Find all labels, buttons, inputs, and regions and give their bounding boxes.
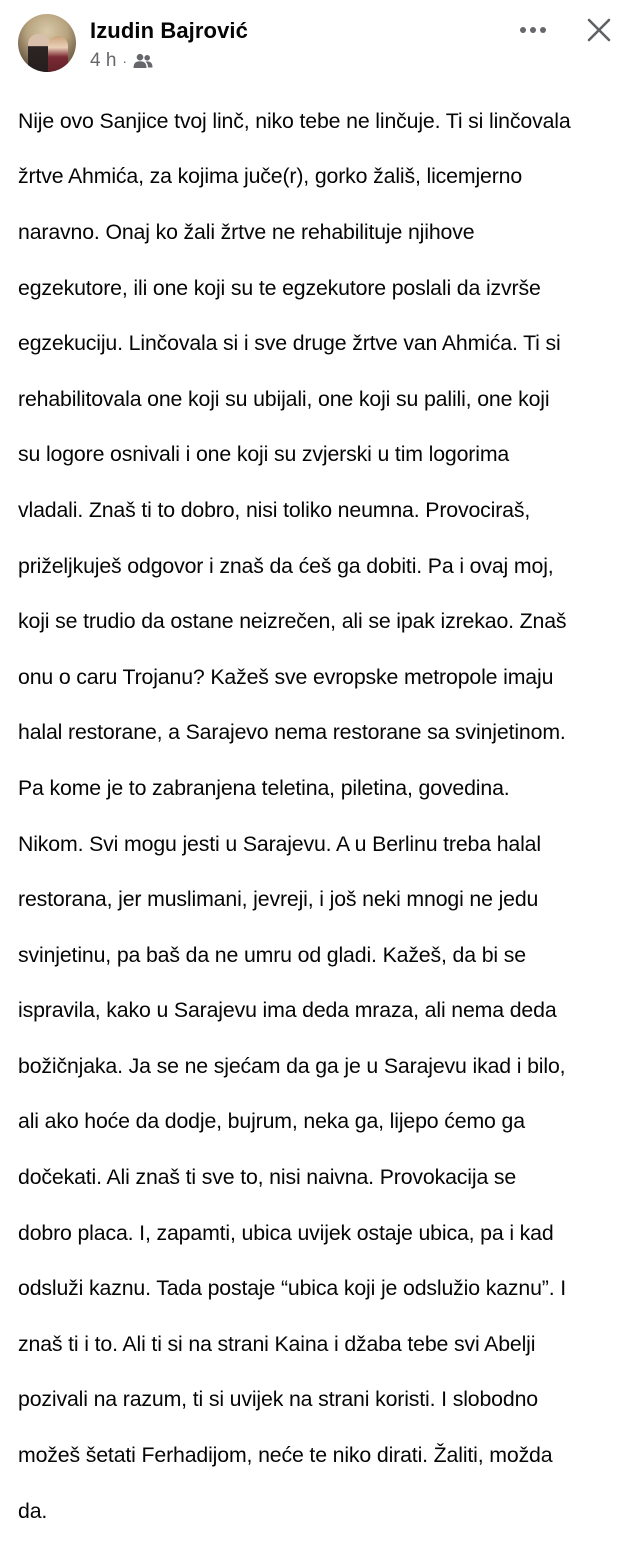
post-text-line: naravno. Onaj ko žali žrtve ne rehabilituje njihove — [18, 219, 475, 244]
post-text-line: odsluži kaznu. Tada postaje “ubica koji je odslužio kaznu”. I — [18, 1276, 567, 1301]
post-text-line: ispravila, kako u Sarajevu ima deda mraza, ali nema deda — [18, 998, 557, 1023]
more-options-button[interactable] — [520, 18, 556, 42]
post-text-line: egzekuciju. Linčovala si i sve druge žrtve van Ahmića. Ti si — [18, 331, 561, 356]
post-text-line: onu o caru Trojanu? Kažeš sve evropske metropole imaju — [18, 664, 554, 689]
post-text-line: rehabilitovala one koji su ubijali, one koji su palili, one koji — [18, 386, 550, 411]
post-text-line: dočekati. Ali znaš ti sve to, nisi naivna. Provokacija se — [18, 1165, 517, 1190]
post-text-line: egzekutore, ili one koji su te egzekutore poslali da izvrše — [18, 275, 541, 300]
avatar-photo-figure — [48, 36, 68, 72]
more-horizontal-icon — [540, 27, 546, 33]
post-text-line: priželjkuješ odgovor i znaš da ćeš ga dobiti. Pa i ovaj moj, — [18, 553, 554, 578]
post-text — [18, 80, 623, 1553]
meta-separator: · — [122, 53, 128, 69]
author-avatar[interactable] — [18, 14, 76, 72]
more-horizontal-icon — [520, 27, 526, 33]
post-text-line: restorana, jer muslimani, jevreji, i još neki mnogi ne jedu — [18, 887, 539, 912]
post-text-line: Nikom. Svi mogu jesti u Sarajevu. A u Berlinu treba halal — [18, 831, 541, 856]
post-text-line: Pa kome je to zabranjena teletina, piletina, govedina. — [18, 775, 510, 800]
post-text-line: pozivali na razum, ti si uvijek na strani koristi. I slobodno — [18, 1387, 538, 1412]
post-text-line: božičnjaka. Ja se ne sjećam da ga je u Sarajevu ikad i bilo, — [18, 1053, 566, 1078]
post-text-line: vladali. Znaš ti to dobro, nisi toliko neumna. Provociraš, — [18, 497, 531, 522]
close-icon — [585, 16, 613, 44]
post-text-line: ali ako hoće da dodje, bujrum, neka ga, lijepo ćemo ga — [18, 1109, 525, 1134]
post-text-line: znaš ti i to. Ali ti si na strani Kaina i džaba tebe svi Abelji — [18, 1331, 536, 1356]
post-text-line: da. — [18, 1498, 48, 1523]
author-name[interactable]: Izudin Bajrović — [90, 18, 248, 43]
post-text-line: žrtve Ahmića, za kojima juče(r), gorko žališ, licemjerno — [18, 164, 523, 189]
post-text-line: dobro placa. I, zapamti, ubica uvijek ostaje ubica, pa i kad — [18, 1220, 554, 1245]
post-text-line: svinjetinu, pa baš da ne umru od gladi. Kažeš, da bi se — [18, 942, 526, 967]
post-meta — [90, 50, 153, 72]
post-header — [0, 0, 632, 80]
post-text-line: su logore osnivali i one koji su zvjerski u tim logorima — [18, 442, 510, 467]
post-text-line: halal restorane, a Sarajevo nema restorane sa svinjetinom. — [18, 720, 566, 745]
avatar-photo-figure — [28, 34, 50, 72]
post-timestamp[interactable]: 4 h — [90, 50, 117, 71]
post-text-line: možeš šetati Ferhadijom, neće te niko dirati. Žaliti, možda — [18, 1443, 553, 1468]
post-text-line: koji se trudio da ostane neizrečen, ali se ipak izrekao. Znaš — [18, 609, 567, 634]
friends-icon[interactable] — [133, 53, 153, 69]
post-text-line: Nije ovo Sanjice tvoj linč, niko tebe ne linčuje. Ti si linčovala — [18, 108, 571, 133]
close-button[interactable] — [585, 16, 613, 44]
more-horizontal-icon — [530, 27, 536, 33]
